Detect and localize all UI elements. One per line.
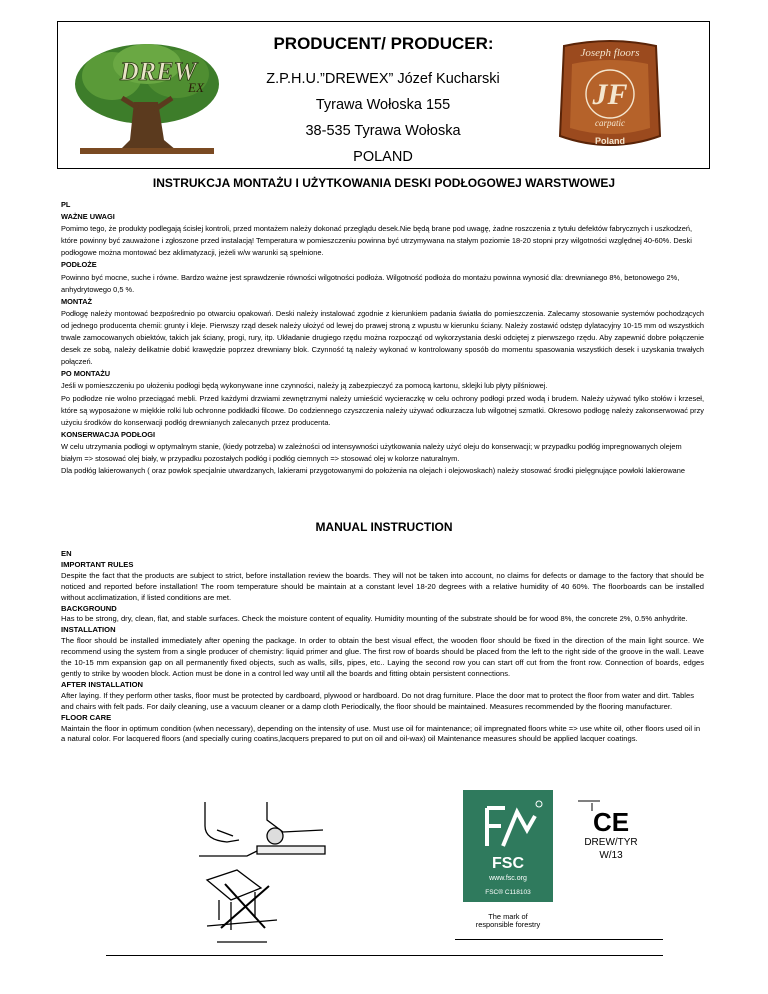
pl-heading-warnings: WAŻNE UWAGI [61, 212, 115, 222]
logo-left-suffix: EX [188, 80, 204, 95]
fsc-code: FSC® C118103 [485, 889, 531, 896]
en-paragraph-care: Maintain the floor in optimum condition (when necessary), depending on the intensity of use. Must use oil for maintenance; oil impregnated floors white => use white oil, other floors used oil in a natural color. For lacquered floors (and specially curing coatins,lacquers prepared to put on oil and oil-wax) oil Maintenance measures should be applied lacquer coatings. [61, 723, 701, 744]
en-paragraph-install: The floor should be installed immediately after opening the package. In order to obtain the best visual effect, the wooden floor should be fixed in the direction of the main light source. We recommend using the system from a single producer of chemistry: liquid primer and glue. The first row of boards should be placed from the left to the right side of the groove in the wall. Leave the 10-15 mm expansion gap on all permanently fixed objects, such as walls, sills, pipes, etc.. Laying the second row you can start off cut from the front row. Connection of boards, edges gently to strike by wooden block. Action must be done in a control led way until all the boards and fitting obtain persistent connections. [61, 636, 704, 678]
en-heading-after: AFTER INSTALLATION [61, 679, 143, 689]
producer-header-box [57, 21, 710, 169]
pl-heading-care: KONSERWACJA PODŁOGI [61, 429, 156, 439]
chair-leg-icon [205, 802, 239, 842]
fsc-caption-line-2: responsible forestry [475, 920, 541, 929]
joseph-floors-logo [554, 36, 666, 154]
pl-paragraph-base: Powinno być mocne, suche i równe. Bardzo ważne jest sprawdzenie równości wilgotności podłoża. Wilgotność podłoża do montażu powinna wynosić dla: drewnianego 8%, betonowego 2%, anhydrytowego 0,5 %. [61, 272, 680, 294]
street-address: Tyrawa Wołoska 155 [315, 97, 451, 113]
fsc-caption-line-1: The mark of [488, 912, 528, 921]
en-heading-install: INSTALLATION [61, 625, 116, 635]
country: POLAND [353, 149, 413, 165]
en-heading-care: FLOOR CARE [61, 712, 112, 722]
producer-title: PRODUCENT/ PRODUCER: [273, 34, 494, 53]
en-heading-rules: IMPORTANT RULES [61, 559, 134, 569]
fsc-name: FSC [492, 855, 524, 872]
divider-line [455, 939, 663, 940]
en-paragraph-after: After laying. If they perform other tasks, floor must be protected by cardboard, plywood or hardboard. Do not drag furniture. Place the door mat to protect the floor from water and dirt. Tables and chairs with felt pads. For daily cleaning, use a vacuum cleaner or a damp cloth Periodically, the floor should be maintained. Measures recommended by the flooring manufacturer. [61, 690, 694, 711]
pl-heading-after: PO MONTAŻU [61, 369, 111, 379]
ce-code [570, 836, 652, 862]
logo-right-top: Joseph floors [580, 47, 640, 59]
city-address: 38-535 Tyrawa Wołoska [305, 123, 461, 139]
logo-right-bottom: Poland [594, 136, 626, 146]
svg-text:JF: JF [592, 78, 628, 111]
en-paragraph-background: Has to be strong, dry, clean, flat, and stable surfaces. Check the moisture content of equality. Humidity mounting of the substrate should be for wood 8%, the concrete 2%, 0.5% anhydrite. [61, 614, 688, 624]
en-heading-background: BACKGROUND [61, 603, 117, 613]
pl-paragraph-after-2: Po podłodze nie wolno przeciągać mebli. Przed każdymi drzwiami zewnętrznymi należy umieścić wycieraczkę w celu ochrony podłogi przed wodą i brudem. Należy używać tylko stołów i krzeseł, które są wyposażone w miękkie rolki lub ochronne podkładki filcowe. Do codziennego czyszczenia należy używać odkurzacza lub wilgotnej szmatki. Okresowo podłogę należy zakonserwować przy użyciu środków do konserwacji podłóg drewnianych zalecanych przez producenta. [61, 393, 704, 427]
furniture-care-illustration [197, 800, 332, 955]
pl-heading-install: MONTAŻ [61, 296, 93, 306]
pl-body [61, 199, 704, 477]
ce-code-line-1: DREW/TYR [584, 837, 638, 848]
producer-address [258, 66, 508, 170]
fsc-logo [463, 790, 553, 902]
fsc-url: www.fsc.org [489, 875, 527, 882]
ce-mark-text: CE [592, 807, 630, 837]
logo-left-text: DREW [120, 57, 197, 86]
ce-code-line-2: W/13 [599, 850, 623, 861]
logo-right-mid: carpatic [595, 118, 625, 128]
en-paragraph-rules: Despite the fact that the products are subject to strict, before installation review the boards. They will not be taken into account, no claims for defects or damage to the factory that should be noticed and reported before installation! The room temperature should be maintain at a constant level 18-20 degrees with a relative humidity of 40 60%. The floorboards can be installed without acclimatization, if listed conditions are met. [61, 570, 704, 602]
pl-lang-label: PL [61, 200, 71, 209]
pl-paragraph-after-1: Jeśli w pomieszczeniu po ułożeniu podłogi będą wykonywane inne czynności, należy ją zabezpieczyć za pomocą kartonu, sklejki lub płyty pilśniowej. [61, 381, 548, 391]
fsc-caption [458, 913, 558, 929]
pl-paragraph-warnings: Pomimo tego, że produkty podlegają ścisłej kontroli, przed montażem należy dokonać przeglądu desek.Nie będą brane pod uwagę, żadne roszczenia z tytułu defektów fabrycznych i uszkodzeń, które powinny być zauważone i zgłoszone przed instalacją! Temperatura w pomieszczeniu powinna być utrzymywana na stałym poziomie 18-20 stopni przy wilgotności względnej 40-60%. Deski podłogowe można montować bez aklimatyzacji, jeżeli w/w warunki są spełnione. [61, 224, 693, 258]
pl-paragraph-care-2: Dla podłóg lakierowanych ( oraz powłok specjalnie utwardzanych, lakierami przygotowanymi do położenia na olejach i olejowoskach) należy stosować środki pielęgnujące powłoki lakierowane [61, 466, 686, 476]
pl-heading-base: PODŁOŻE [61, 260, 97, 270]
en-lang-label: EN [61, 549, 72, 558]
drag-furniture-icon [207, 870, 261, 900]
en-title: MANUAL INSTRUCTION [315, 520, 453, 534]
pl-paragraph-install: Podłogę należy montować bezpośrednio po otwarciu opakowań. Deski należy instalować zgodnie z kierunkiem padania światła do pomieszczenia. Zalecamy stosowanie systemów pochodzących od jednego producenta chemii: grunty i kleje. Pierwszy rząd desek należy ułożyć od lewej do prawej stroną z wpustu w kierunku ściany. Należy zostawić odstęp dylatacyjny 10-15 mm od wszystkich trwale zamocowanych obiektów, takich jak ściany, progi, rury, itp. Układanie drugiego rzędu można rozpocząć od wykorzystania deski odciętej z pierwszego rzędu. Aby zapewnić dobre połączenie desek ze sobą, należy delikatnie dobić krawędzie poprzez drewniany blok. Czynność tą należy wykonać w kontrolowany sposób do momentu spasowania wszystkich desek i uzyskania trwałych połączeń. [61, 308, 704, 367]
pl-title: INSTRUKCJA MONTAŻU I UŻYTKOWANIA DESKI PODŁOGOWEJ WARSTWOWEJ [152, 176, 616, 190]
company-name: Z.P.H.U.”DREWEX” Józef Kucharski [266, 71, 500, 87]
pl-paragraph-care-1: W celu utrzymania podłogi w optymalnym stanie, (kiedy potrzeba) w zależności od intensywności użytkowania należy użyć oleju do konserwacji; w przypadku podłóg impregnowanych olejem białym => stosować olej biały, w przypadku pozostałych podłóg i podłóg ciemnych => stosować olej w kolorze naturalnym. [61, 441, 682, 463]
en-body [61, 549, 704, 745]
bottom-divider-line [106, 955, 663, 956]
drewex-logo [72, 40, 222, 162]
